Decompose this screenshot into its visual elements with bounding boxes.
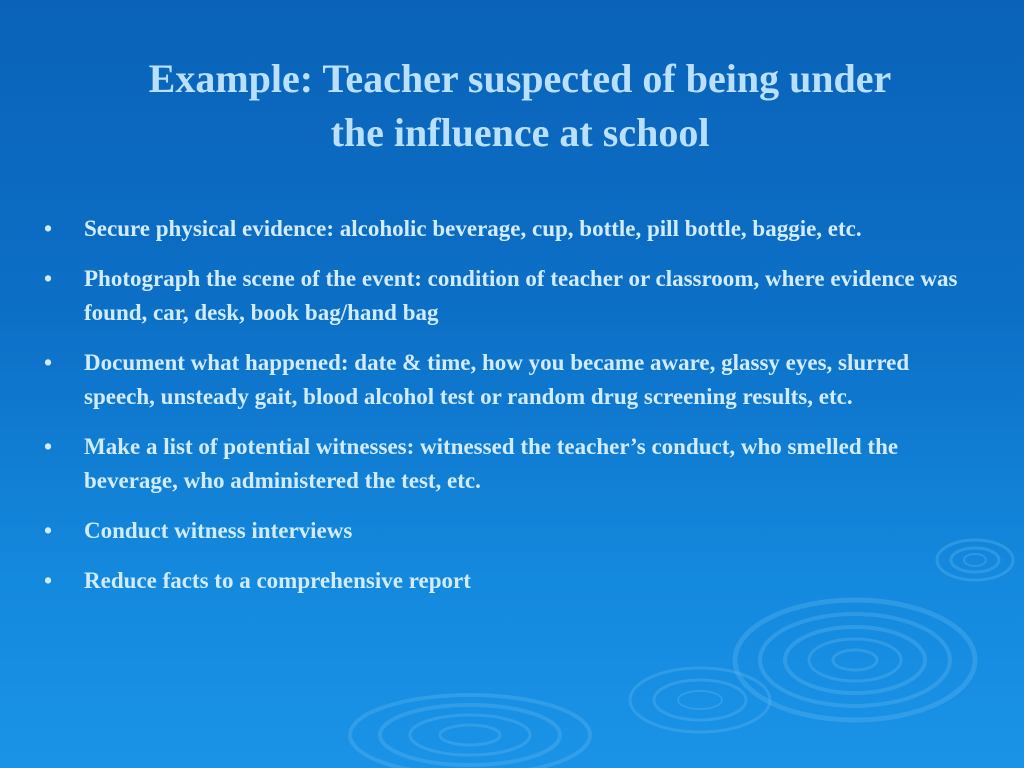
- bullet-marker: •: [44, 266, 53, 291]
- ripple-bottom-center: [630, 668, 770, 732]
- bullet-secure-evidence: [40, 212, 970, 246]
- bullet-marker: •: [44, 434, 53, 459]
- bullet-marker: •: [44, 568, 53, 593]
- bullet-marker: •: [44, 350, 53, 375]
- bullet-text: Conduct witness interviews: [84, 518, 353, 543]
- slide-title-line-2: the influence at school: [330, 110, 710, 155]
- bullet-text: Reduce facts to a comprehensive report: [84, 568, 471, 593]
- ripple-bottom-left: [350, 695, 590, 768]
- slide-title: [60, 52, 980, 160]
- bullet-list: [40, 212, 970, 614]
- bullet-list-witnesses: [40, 430, 970, 498]
- slide-title-line-1: Example: Teacher suspected of being under: [148, 56, 892, 101]
- bullet-conduct-interviews: [40, 514, 970, 548]
- bullet-text: Secure physical evidence: alcoholic beverage, cup, bottle, pill bottle, baggie, etc.: [84, 216, 862, 241]
- bullet-text: Make a list of potential witnesses: witnessed the teacher’s conduct, who smelled the beverage, who administered the test, etc.: [84, 434, 899, 493]
- bullet-text: Document what happened: date & time, how you became aware, glassy eyes, slurred speech, unsteady gait, blood alcohol test or random drug screening results, etc.: [84, 350, 910, 409]
- bullet-photograph-scene: [40, 262, 970, 330]
- bullet-text: Photograph the scene of the event: condition of teacher or classroom, where evidence was found, car, desk, book bag/hand bag: [84, 266, 958, 325]
- bullet-document-events: [40, 346, 970, 414]
- bullet-marker: •: [44, 518, 53, 543]
- bullet-marker: •: [44, 216, 53, 241]
- bullet-reduce-facts: [40, 564, 970, 598]
